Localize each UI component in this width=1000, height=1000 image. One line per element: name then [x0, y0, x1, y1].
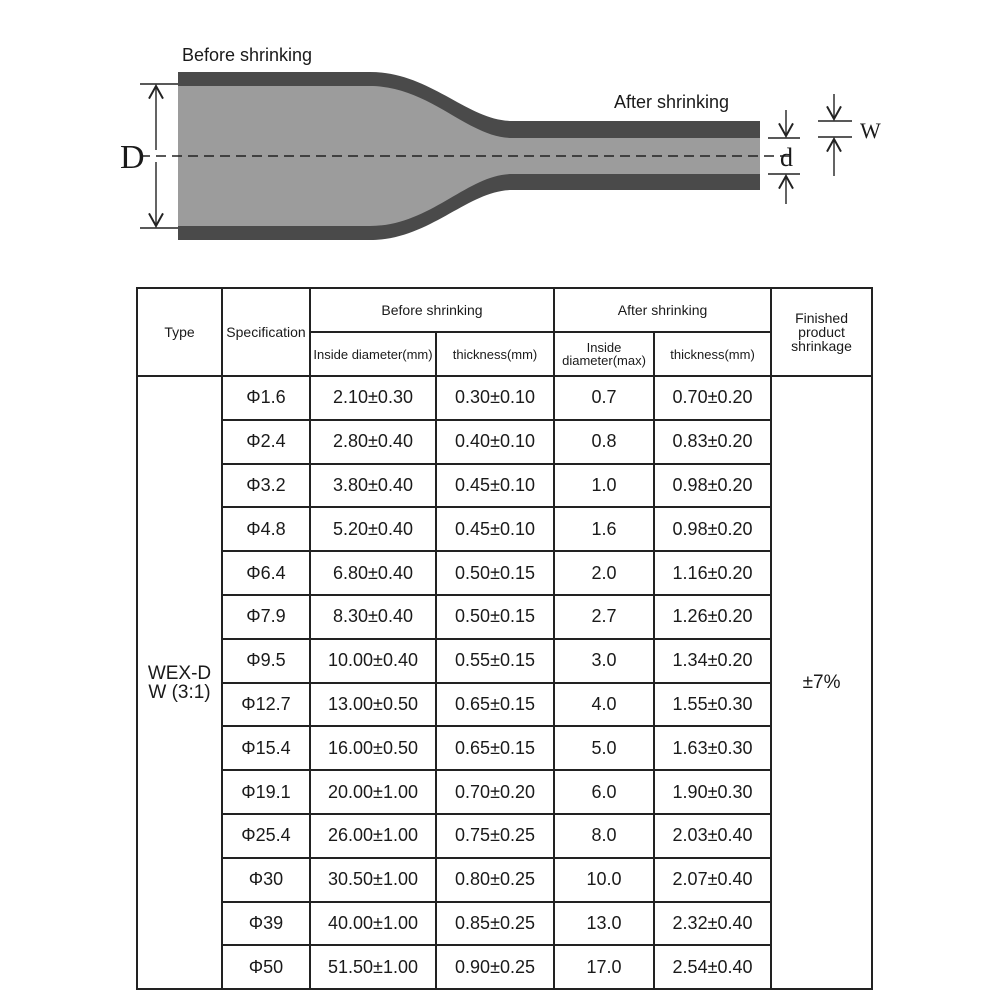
after-thickness-cell: 1.34±0.20	[654, 639, 771, 683]
spec-cell: Φ1.6	[222, 376, 310, 420]
after-inside-diameter-cell: 2.0	[554, 551, 654, 595]
table-row	[137, 551, 872, 595]
header-before-shrinking: Before shrinking	[310, 288, 554, 332]
before-thickness-cell: 0.80±0.25	[436, 858, 554, 902]
table-row	[137, 726, 872, 770]
after-inside-diameter-cell: 17.0	[554, 945, 654, 989]
table-row	[137, 858, 872, 902]
shrink-tube-diagram	[0, 0, 1000, 270]
after-inside-diameter-cell: 8.0	[554, 814, 654, 858]
before-inside-diameter-cell: 3.80±0.40	[310, 464, 436, 508]
table-row	[137, 464, 872, 508]
after-inside-diameter-cell: 6.0	[554, 770, 654, 814]
after-thickness-cell: 1.16±0.20	[654, 551, 771, 595]
after-thickness-cell: 2.54±0.40	[654, 945, 771, 989]
spec-cell: Φ7.9	[222, 595, 310, 639]
before-thickness-cell: 0.65±0.15	[436, 726, 554, 770]
header-specification: Specification	[222, 288, 310, 376]
dim-W-label: W	[860, 118, 881, 143]
after-thickness-cell: 2.32±0.40	[654, 902, 771, 946]
table-row	[137, 420, 872, 464]
before-thickness-cell: 0.50±0.15	[436, 551, 554, 595]
before-thickness-cell: 0.55±0.15	[436, 639, 554, 683]
after-thickness-cell: 1.90±0.30	[654, 770, 771, 814]
after-thickness-cell: 2.07±0.40	[654, 858, 771, 902]
before-thickness-cell: 0.50±0.15	[436, 595, 554, 639]
before-inside-diameter-cell: 30.50±1.00	[310, 858, 436, 902]
after-thickness-cell: 1.55±0.30	[654, 683, 771, 727]
before-inside-diameter-cell: 16.00±0.50	[310, 726, 436, 770]
before-inside-diameter-cell: 26.00±1.00	[310, 814, 436, 858]
before-thickness-cell: 0.90±0.25	[436, 945, 554, 989]
header-finished-shrinkage: Finished product shrinkage	[771, 288, 872, 376]
spec-table-body	[137, 376, 872, 989]
after-inside-diameter-cell: 0.8	[554, 420, 654, 464]
spec-cell: Φ4.8	[222, 507, 310, 551]
before-shrinking-label: Before shrinking	[182, 45, 313, 65]
before-inside-diameter-cell: 51.50±1.00	[310, 945, 436, 989]
spec-cell: Φ6.4	[222, 551, 310, 595]
before-inside-diameter-cell: 40.00±1.00	[310, 902, 436, 946]
table-row	[137, 770, 872, 814]
table-row	[137, 376, 872, 420]
before-thickness-cell: 0.45±0.10	[436, 507, 554, 551]
after-thickness-cell: 1.26±0.20	[654, 595, 771, 639]
after-thickness-cell: 1.63±0.30	[654, 726, 771, 770]
spec-cell: Φ9.5	[222, 639, 310, 683]
before-inside-diameter-cell: 13.00±0.50	[310, 683, 436, 727]
before-inside-diameter-cell: 2.80±0.40	[310, 420, 436, 464]
after-inside-diameter-cell: 5.0	[554, 726, 654, 770]
before-inside-diameter-cell: 2.10±0.30	[310, 376, 436, 420]
before-inside-diameter-cell: 10.00±0.40	[310, 639, 436, 683]
spec-cell: Φ50	[222, 945, 310, 989]
after-inside-diameter-cell: 0.7	[554, 376, 654, 420]
before-thickness-cell: 0.65±0.15	[436, 683, 554, 727]
spec-cell: Φ15.4	[222, 726, 310, 770]
type-cell: WEX-D W (3:1)	[137, 376, 222, 989]
before-inside-diameter-cell: 5.20±0.40	[310, 507, 436, 551]
spec-cell: Φ3.2	[222, 464, 310, 508]
dim-D-label: D	[120, 139, 145, 176]
spec-cell: Φ25.4	[222, 814, 310, 858]
after-thickness-cell: 2.03±0.40	[654, 814, 771, 858]
table-row	[137, 639, 872, 683]
header-type: Type	[137, 288, 222, 376]
dim-d-label: d	[780, 143, 793, 172]
shrinkage-cell: ±7%	[771, 376, 872, 989]
after-thickness-cell: 0.83±0.20	[654, 420, 771, 464]
before-thickness-cell: 0.85±0.25	[436, 902, 554, 946]
header-after-inside-diameter: Inside diameter(max)	[554, 332, 654, 376]
after-inside-diameter-cell: 1.0	[554, 464, 654, 508]
before-inside-diameter-cell: 8.30±0.40	[310, 595, 436, 639]
after-inside-diameter-cell: 2.7	[554, 595, 654, 639]
spec-cell: Φ2.4	[222, 420, 310, 464]
spec-cell: Φ30	[222, 858, 310, 902]
before-thickness-cell: 0.70±0.20	[436, 770, 554, 814]
table-row	[137, 507, 872, 551]
after-thickness-cell: 0.70±0.20	[654, 376, 771, 420]
header-before-inside-diameter: Inside diameter(mm)	[310, 332, 436, 376]
before-thickness-cell: 0.75±0.25	[436, 814, 554, 858]
after-thickness-cell: 0.98±0.20	[654, 464, 771, 508]
after-inside-diameter-cell: 10.0	[554, 858, 654, 902]
header-before-thickness: thickness(mm)	[436, 332, 554, 376]
table-row	[137, 814, 872, 858]
before-thickness-cell: 0.30±0.10	[436, 376, 554, 420]
table-row	[137, 902, 872, 946]
after-inside-diameter-cell: 1.6	[554, 507, 654, 551]
table-row	[137, 945, 872, 989]
before-thickness-cell: 0.45±0.10	[436, 464, 554, 508]
table-row	[137, 595, 872, 639]
spec-cell: Φ12.7	[222, 683, 310, 727]
before-inside-diameter-cell: 6.80±0.40	[310, 551, 436, 595]
after-inside-diameter-cell: 3.0	[554, 639, 654, 683]
header-after-shrinking: After shrinking	[554, 288, 771, 332]
after-inside-diameter-cell: 13.0	[554, 902, 654, 946]
before-inside-diameter-cell: 20.00±1.00	[310, 770, 436, 814]
spec-cell: Φ39	[222, 902, 310, 946]
after-thickness-cell: 0.98±0.20	[654, 507, 771, 551]
after-shrinking-label: After shrinking	[614, 92, 730, 112]
spec-cell: Φ19.1	[222, 770, 310, 814]
header-after-thickness: thickness(mm)	[654, 332, 771, 376]
after-inside-diameter-cell: 4.0	[554, 683, 654, 727]
table-row	[137, 683, 872, 727]
spec-table	[136, 287, 873, 990]
before-thickness-cell: 0.40±0.10	[436, 420, 554, 464]
